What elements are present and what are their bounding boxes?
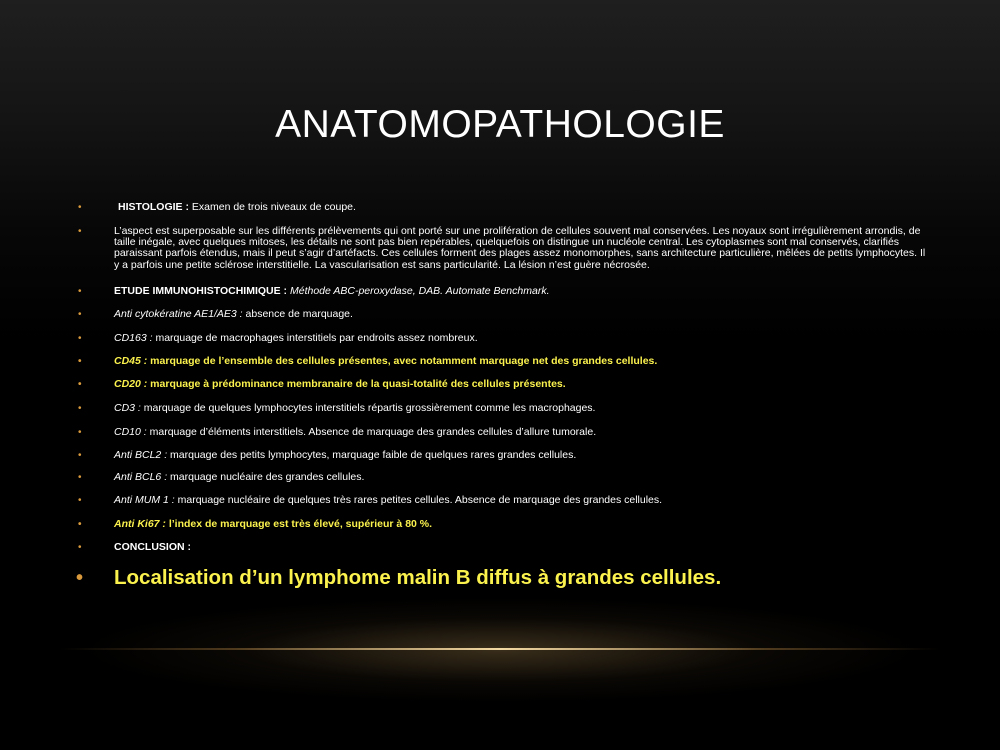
bullet-icon: •: [78, 450, 82, 461]
bullet-icon: •: [78, 226, 82, 237]
item-label: CD3 :: [114, 402, 141, 414]
item-label: Anti Ki67 :: [114, 518, 166, 530]
item-label: Anti BCL6 :: [114, 471, 168, 483]
bullet-icon: •: [78, 495, 82, 506]
item-label: CD10 :: [114, 426, 147, 438]
bullet-icon: •: [78, 333, 82, 344]
item-text: Examen de trois niveaux de coupe.: [188, 201, 356, 213]
bullet-icon: •: [78, 356, 82, 367]
bullet-bcl2: [78, 449, 929, 461]
item-text: marquage nucléaire de quelques très rares petites cellules. Absence de marquage des grandes cellules.: [174, 494, 663, 506]
item-text: Méthode ABC-peroxydase, DAB. Automate Benchmark.: [287, 285, 550, 297]
bullet-conclusion: [78, 541, 929, 553]
item-text: marquage à prédominance membranaire de la quasi-totalité des cellules présentes.: [147, 378, 566, 390]
item-text: absence de marquage.: [242, 308, 353, 320]
item-label: Anti cytokératine AE1/AE3 :: [114, 308, 243, 320]
bullet-cd10: [78, 426, 929, 438]
bullet-icon: •: [78, 309, 82, 320]
bullet-icon: •: [78, 403, 82, 414]
item-text: marquage des petits lymphocytes, marquage faible de quelques rares grandes cellules.: [167, 449, 577, 461]
diagnosis-text: Localisation d’un lymphome malin B diffus à grandes cellules.: [114, 566, 722, 589]
bullet-cd163: [78, 332, 929, 344]
item-text: marquage nucléaire des grandes cellules.: [167, 471, 365, 483]
item-label: CD45 :: [114, 355, 148, 367]
bullet-icon: •: [78, 379, 82, 390]
item-label: ETUDE IMMUNOHISTOCHIMIQUE :: [114, 285, 288, 297]
bullet-description: [78, 225, 929, 271]
bullet-icon: •: [76, 567, 84, 589]
bullet-cd3: [78, 402, 929, 414]
item-label: HISTOLOGIE :: [118, 201, 189, 213]
bullet-histologie: [78, 201, 929, 213]
item-text: marquage de quelques lymphocytes interstitiels répartis grossièrement comme les macrophages.: [140, 402, 596, 414]
bullet-icon: •: [78, 427, 82, 438]
bullet-icon: •: [78, 519, 82, 530]
item-label: CD20 :: [114, 378, 148, 390]
bullet-icon: •: [78, 542, 82, 553]
item-text: L’aspect est superposable sur les différents prélèvements qui ont porté sur une prolifération de cellules souvent mal conservées. Les noyaux sont irrégulièrement arrondis, de taille inégale, avec quelques mitoses, les détails ne sont pas bien repérables, quelquefois on distingue un nucléole central. Les cytoplasmes sont mal conservés, clarifiés paraissant parfois étendus, mais il peut s’agir d’artéfacts. Ces cellules forment des plages assez monomorphes, sans architecture particulière, mêlées de petits lymphocytes. Il y a parfois une petite sclérose interstitielle. La vascularisation est sans particularité. La lésion n’est guère nécrosée.: [114, 225, 926, 271]
item-label: Anti BCL2 :: [114, 449, 168, 461]
bullet-bcl6: [78, 471, 929, 483]
item-text: l’index de marquage est très élevé, supérieur à 80 %.: [165, 518, 433, 530]
item-text: marquage de macrophages interstitiels par endroits assez nombreux.: [152, 332, 478, 344]
item-label: CD163 :: [114, 332, 153, 344]
bullet-icon: •: [78, 286, 82, 297]
bullet-icon: •: [78, 202, 82, 213]
item-text: marquage de l’ensemble des cellules présentes, avec notamment marquage net des grandes cellules.: [147, 355, 658, 367]
bullet-cd45: [78, 355, 929, 367]
bullet-ki67: [78, 518, 929, 530]
slide-title: ANATOMOPATHOLOGIE: [275, 103, 725, 146]
bullet-cd20: [78, 378, 929, 390]
item-text: marquage d’éléments interstitiels. Absence de marquage des grandes cellules d’allure tumorale.: [146, 426, 597, 438]
bullet-immuno: [78, 285, 929, 297]
bullet-icon: •: [78, 472, 82, 483]
conclusion-label: CONCLUSION :: [114, 541, 191, 553]
bullet-mum1: [78, 494, 929, 506]
bullet-cytokeratine: [78, 308, 929, 320]
item-label: Anti MUM 1 :: [114, 494, 175, 506]
bullet-diagnosis: [76, 566, 929, 590]
